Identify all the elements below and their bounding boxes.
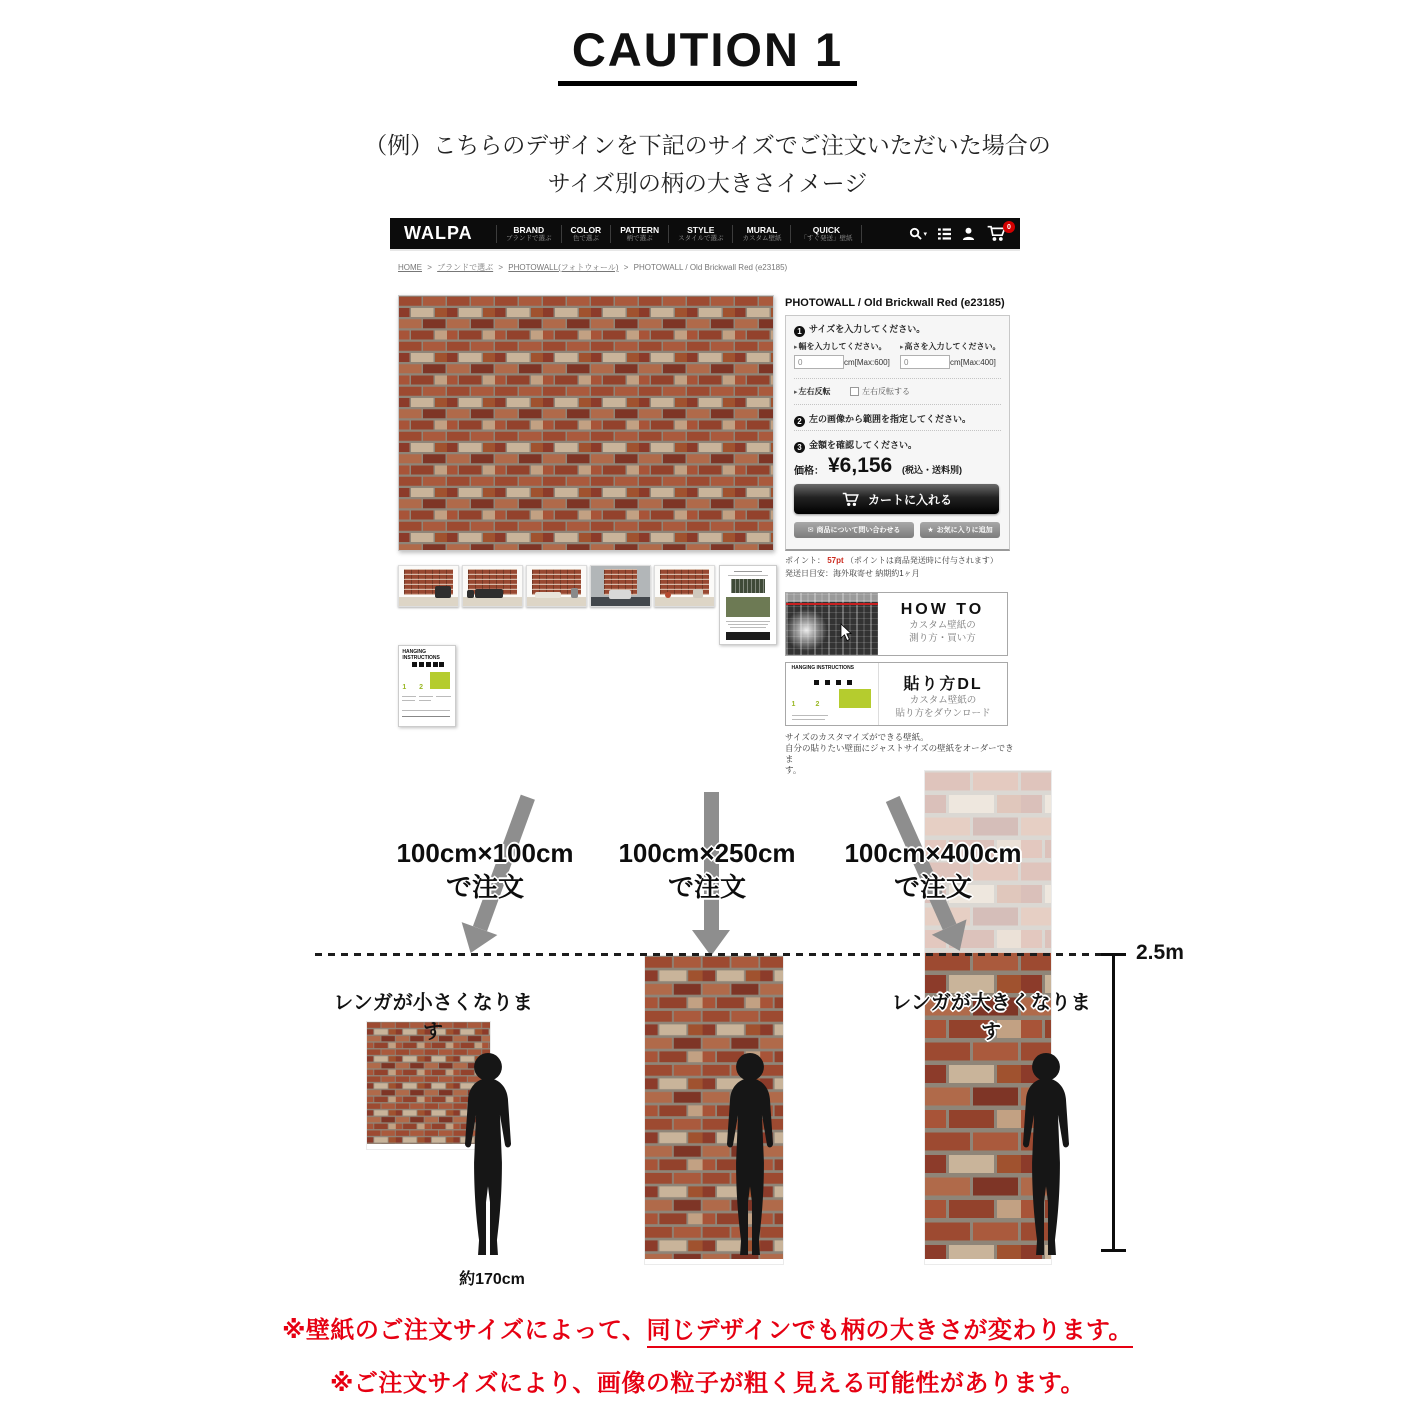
divider (794, 430, 1001, 431)
download-title: 貼り方DL (903, 676, 983, 693)
order-label-400: 100cm×400cm で注文 (844, 838, 1022, 902)
product-thumbnail-instructions[interactable] (719, 565, 777, 645)
step1-label: 1 サイズを入力してください。 (794, 322, 925, 337)
person-silhouette (452, 1051, 524, 1260)
nav-divider (390, 249, 1020, 251)
account-icon[interactable] (962, 227, 975, 240)
download-banner[interactable]: HANGING INSTRUCTIONS 1 2 貼り方DL カスタム壁紙の 貼り方をダウンロード (785, 662, 1008, 726)
cart-count-badge: 0 (1003, 221, 1015, 233)
product-thumbnail-dining[interactable] (398, 565, 459, 607)
subtitle-line2: サイズ別の柄の大きさイメージ (547, 170, 868, 196)
product-thumbnail-bed[interactable] (526, 565, 587, 607)
nav-item-brand[interactable]: BRAND ブランドで選ぶ (496, 225, 561, 243)
product-thumbnail-kids[interactable] (654, 565, 715, 607)
width-input[interactable] (794, 355, 844, 369)
nav-item-mural[interactable]: MURAL カスタム壁紙 (732, 225, 790, 243)
product-title: PHOTOWALL / Old Brickwall Red (e23185) (785, 297, 1005, 309)
ceiling-dashed-line (315, 953, 1103, 956)
height-label: ▸高さを入力してください。 (900, 342, 1001, 351)
bullet-icon: ▸ (794, 389, 798, 396)
width-label: ▸幅を入力してください。 (794, 342, 887, 351)
nav-item-color[interactable]: COLOR 色で選ぶ (561, 225, 611, 243)
breadcrumb-separator: > (498, 263, 504, 272)
person-silhouette (1010, 1051, 1082, 1260)
width-unit: cm[Max:600] (844, 358, 890, 367)
step2-badge: 2 (794, 416, 805, 427)
website-screenshot (390, 218, 1020, 775)
nav-menu (496, 218, 862, 249)
cart-icon[interactable] (986, 223, 1011, 242)
caution-note-1: ※壁紙のご注文サイズによって、同じデザインでも柄の大きさが変わります。 (0, 1310, 1415, 1345)
shipping-line: 発送日目安：海外取寄せ 納期約1ヶ月 (785, 569, 920, 578)
mail-icon: ✉ (807, 527, 814, 534)
product-main-image[interactable] (398, 295, 774, 551)
star-icon: ★ (927, 527, 934, 534)
points-line: ポイント： 57pt （ポイントは商品発送時に付与されます） (785, 556, 998, 565)
wall-height-label: 2.5m (1136, 941, 1184, 964)
list-icon[interactable] (938, 228, 951, 240)
caution-note-2: ※ご注文サイズにより、画像の粒子が粗く見える可能性があります。 (330, 1370, 1085, 1397)
person-height-label: 約170cm (459, 1271, 525, 1288)
step3-label: 3 金額を確認してください。 (794, 438, 917, 453)
howto-banner[interactable]: HOW TO カスタム壁紙の 測り方・買い方 (785, 592, 1008, 656)
cursor-icon (840, 623, 852, 642)
contact-button[interactable]: ✉ 商品について問い合わせる (794, 522, 914, 538)
howto-title: HOW TO (900, 601, 985, 618)
page-title: CAUTION 1 (558, 22, 857, 86)
hanging-instructions-thumbnail[interactable]: HANGING INSTRUCTIONS 1 2 (398, 645, 456, 727)
search-icon[interactable] (909, 227, 927, 240)
points-value: 57pt (827, 556, 844, 565)
site-navbar (390, 218, 1020, 249)
label-bricks-smaller: レンガが小さくなります (333, 992, 533, 1043)
order-label-250: 100cm×250cm で注文 (618, 838, 796, 902)
breadcrumb-separator: > (623, 263, 629, 272)
measure-cap-top (1101, 953, 1126, 956)
favorite-button[interactable]: ★ お気に入りに追加 (920, 522, 1000, 538)
product-thumbnail-sofa[interactable] (462, 565, 523, 607)
underlined-note: 同じデザインでも柄の大きさが変わります。 (647, 1317, 1133, 1348)
page-title-wrap (0, 22, 1415, 86)
person-silhouette (714, 1051, 786, 1260)
product-description: サイズのカスタマイズができる壁紙。 自分の貼りたい壁面にジャストサイズの壁紙をオーダーできま す。 (785, 732, 1014, 775)
page-subtitle (0, 126, 1415, 202)
breadcrumb-photowall[interactable]: PHOTOWALL(フォトウォール) (508, 263, 619, 272)
red-line (786, 603, 878, 605)
nav-item-style[interactable]: STYLE スタイルで選ぶ (668, 225, 732, 243)
flip-checkbox[interactable] (850, 387, 859, 396)
divider (794, 378, 1001, 379)
cart-icon (841, 492, 861, 507)
price-value: ¥6,156 (828, 454, 893, 477)
price-label: 価格： (794, 466, 824, 477)
flip-label: ▸左右反転 (794, 387, 831, 396)
breadcrumb-brand[interactable]: ブランドで選ぶ (437, 263, 494, 272)
measure-cap-bottom (1101, 1249, 1126, 1252)
breadcrumb-separator: > (427, 263, 432, 272)
howto-banner-image (786, 593, 878, 655)
bullet-icon: ▸ (900, 344, 904, 351)
breadcrumb-current: PHOTOWALL / Old Brickwall Red (e23185) (633, 263, 788, 272)
height-measure-line (1112, 955, 1115, 1251)
subtitle-line1: （例）こちらのデザインを下記のサイズでご注文いただいた場合の (364, 132, 1051, 158)
label-bricks-larger: レンガが大きくなります (891, 992, 1091, 1043)
product-thumbnail-bedroom[interactable] (590, 565, 651, 607)
height-input[interactable] (900, 355, 950, 369)
site-logo[interactable]: WALPA (404, 223, 473, 243)
step3-badge: 3 (794, 442, 805, 453)
nav-icon-group (909, 223, 1011, 242)
breadcrumb (398, 262, 787, 273)
step1-badge: 1 (794, 326, 805, 337)
breadcrumb-home[interactable]: HOME (398, 263, 422, 272)
order-label-100: 100cm×100cm で注文 (396, 838, 574, 902)
nav-item-pattern[interactable]: PATTERN 柄で選ぶ (610, 225, 668, 243)
order-panel (785, 315, 1010, 551)
height-unit: cm[Max:400] (950, 358, 996, 367)
flip-option-label: 左右反転する (862, 387, 910, 396)
bullet-icon: ▸ (794, 344, 798, 351)
download-banner-image: HANGING INSTRUCTIONS 1 2 (786, 663, 879, 725)
nav-item-quick[interactable]: QUICK 「すぐ発送」壁紙 (790, 225, 862, 243)
add-to-cart-button[interactable]: カートに入れる (794, 484, 999, 514)
chevron-down-icon: ▾ (923, 230, 927, 238)
divider (794, 404, 1001, 405)
step2-label: 2 左の画像から範囲を指定してください。 (794, 412, 971, 427)
price-note: (税込・送料別) (902, 465, 962, 475)
